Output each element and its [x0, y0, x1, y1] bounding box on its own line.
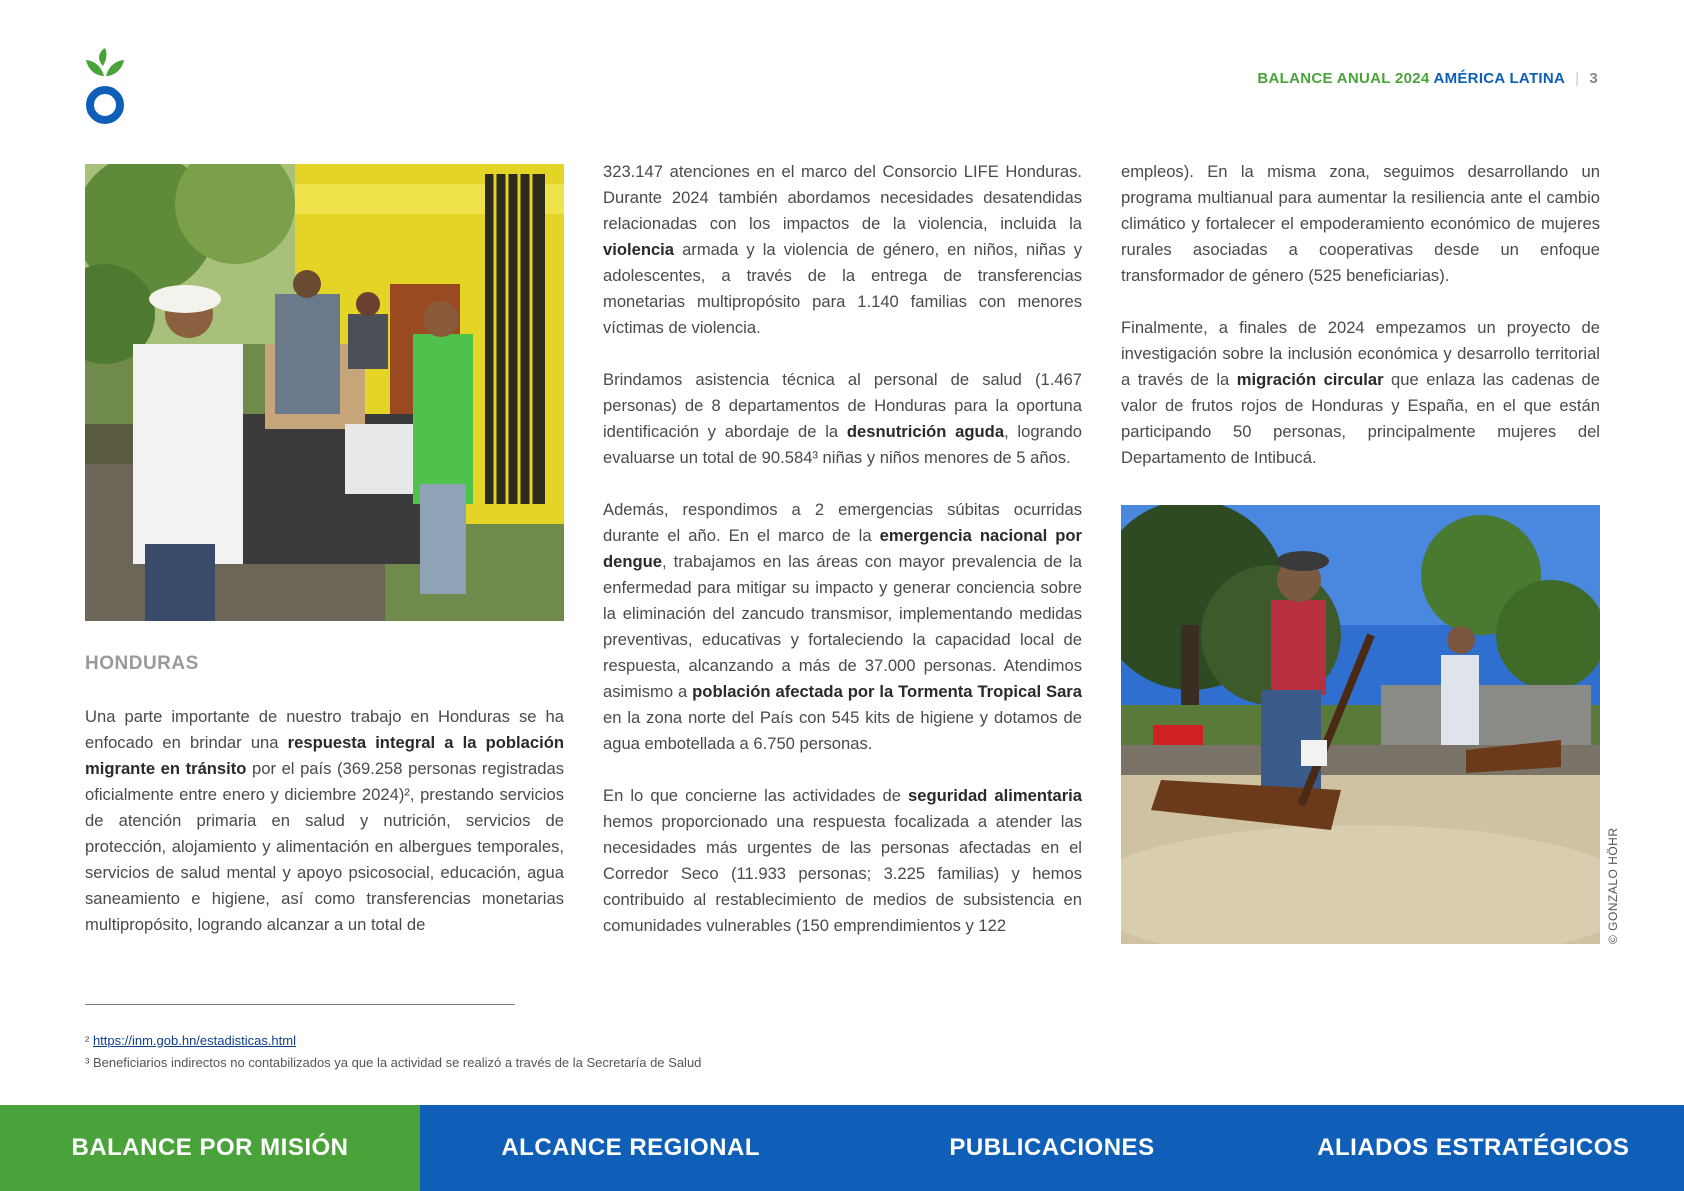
- page-number: 3: [1589, 70, 1598, 87]
- text-run: empleos). En la misma zona, seguimos desarrollando un programa multianual para aumentar la resiliencia ante el cambio climático y fortalecer el empoderamiento económico de mujeres rurales asociadas a cooperativas desde un enfoque transformador de género (525 beneficiarias).: [1121, 162, 1600, 285]
- bold-text: violencia: [603, 240, 675, 259]
- text-column-2: [603, 159, 1082, 939]
- text-run: Finalmente, a finales de 2024 empezamos un proyecto de investigación sobre la inclusión económica y desarrollo territorial a través de la: [1121, 318, 1600, 389]
- photo-grain-drying: [1121, 505, 1600, 944]
- text-run: , logrando evaluarse un total de 90.584³ niñas y niños menores de 5 años.: [603, 422, 1082, 467]
- bold-text: población afectada por la Tormenta Tropical Sara: [692, 682, 1082, 701]
- footnote-2: [85, 1030, 701, 1052]
- footnotes: [85, 1030, 701, 1074]
- text-column-1: [85, 704, 564, 938]
- text-run: hemos proporcionado una respuesta focalizada a atender las necesidades más urgentes de las personas afectadas en el Corredor Seco (11.933 personas; 3.225 familias) y hemos contribuido al restablecimiento de medios de subsistencia en comunidades vulnerables (150 emprendimientos y 122: [603, 812, 1082, 935]
- bold-text: emergencia nacional por dengue: [603, 526, 1082, 571]
- nav-aliados-estrategicos[interactable]: ALIADOS ESTRATÉGICOS: [1263, 1105, 1684, 1191]
- text-column-3: [1121, 159, 1600, 471]
- organization-logo: [84, 46, 126, 126]
- header-separator: |: [1575, 70, 1580, 87]
- footnote-marker: ²: [85, 1033, 93, 1048]
- section-title-honduras: HONDURAS: [85, 653, 199, 674]
- bottom-navigation: [0, 1105, 1684, 1191]
- photo-credit: © GONZALO HÖHR: [1606, 827, 1620, 944]
- footnote-link[interactable]: https://inm.gob.hn/estadisticas.html: [92, 1033, 296, 1048]
- photo-aid-distribution: [85, 164, 564, 621]
- paragraph: [603, 159, 1082, 341]
- text-run: armada y la violencia de género, en niños, niñas y adolescentes, a través de la entrega de transferencias monetarias multipropósito para 1.140 familias con menores víctimas de violencia.: [603, 240, 1082, 337]
- text-run: que enlaza las cadenas de valor de frutos rojos de Honduras y España, en el que están participando 50 personas, principalmente mujeres del Departamento de Intibucá.: [1121, 370, 1601, 467]
- text-run: En lo que concierne las actividades de: [603, 786, 909, 805]
- paragraph: [603, 367, 1082, 471]
- bold-text: migración circular: [1236, 370, 1384, 389]
- paragraph: [1121, 315, 1600, 471]
- nav-publicaciones[interactable]: PUBLICACIONES: [841, 1105, 1262, 1191]
- paragraph: [603, 783, 1082, 939]
- bold-text: seguridad alimentaria: [908, 786, 1083, 805]
- paragraph: [603, 497, 1082, 757]
- nav-balance-por-mision[interactable]: BALANCE POR MISIÓN: [0, 1105, 420, 1191]
- text-run: en la zona norte del País con 545 kits de higiene y dotamos de agua embotellada a 6.750 personas.: [603, 708, 1082, 753]
- footnote-3: ³ Beneficiarios indirectos no contabilizados ya que la actividad se realizó a través de la Secretaría de Salud: [85, 1055, 702, 1070]
- paragraph: [1121, 159, 1600, 289]
- text-run: , trabajamos en las áreas con mayor prevalencia de la enfermedad para mitigar su impacto y generar conciencia sobre la eliminación del zancudo transmisor, implementando medidas preventivas, educativas y fortaleciendo la capacidad local de respuesta, alcanzando a más de 37.000 personas. Atendimos asimismo a: [603, 552, 1082, 701]
- text-run: 323.147 atenciones en el marco del Consorcio LIFE Honduras. Durante 2024 también abordamos necesidades desatendidas relacionadas con los impactos de la violencia, incluida la: [603, 162, 1082, 233]
- document-header: [1257, 70, 1598, 87]
- footnote-divider: [85, 1004, 515, 1005]
- bold-text: desnutrición aguda: [846, 422, 1005, 441]
- paragraph: [85, 704, 564, 938]
- text-run: Además, respondimos a 2 emergencias súbitas ocurridas durante el año. En el marco de la: [603, 500, 1082, 545]
- nav-alcance-regional[interactable]: ALCANCE REGIONAL: [420, 1105, 841, 1191]
- header-title-green: BALANCE ANUAL 2024: [1257, 70, 1430, 87]
- text-run: por el país (369.258 personas registradas oficialmente entre enero y diciembre 2024)², prestando servicios de atención primaria en salud y nutrición, servicios de protección, alojamiento y alimentación en albergues temporales, servicios de salud mental y apoyo psicosocial, educación, agua saneamiento e higiene, así como transferencias monetarias multipropósito, logrando alcanzar a un total de: [85, 759, 565, 934]
- bold-text: respuesta integral a la población migrante en tránsito: [85, 733, 564, 778]
- text-run: Una parte importante de nuestro trabajo en Honduras se ha enfocado en brindar una: [85, 707, 564, 752]
- text-run: Brindamos asistencia técnica al personal de salud (1.467 personas) de 8 departamentos de Honduras para la oportuna identificación y abordaje de la: [603, 370, 1082, 441]
- header-title-blue: AMÉRICA LATINA: [1433, 70, 1566, 87]
